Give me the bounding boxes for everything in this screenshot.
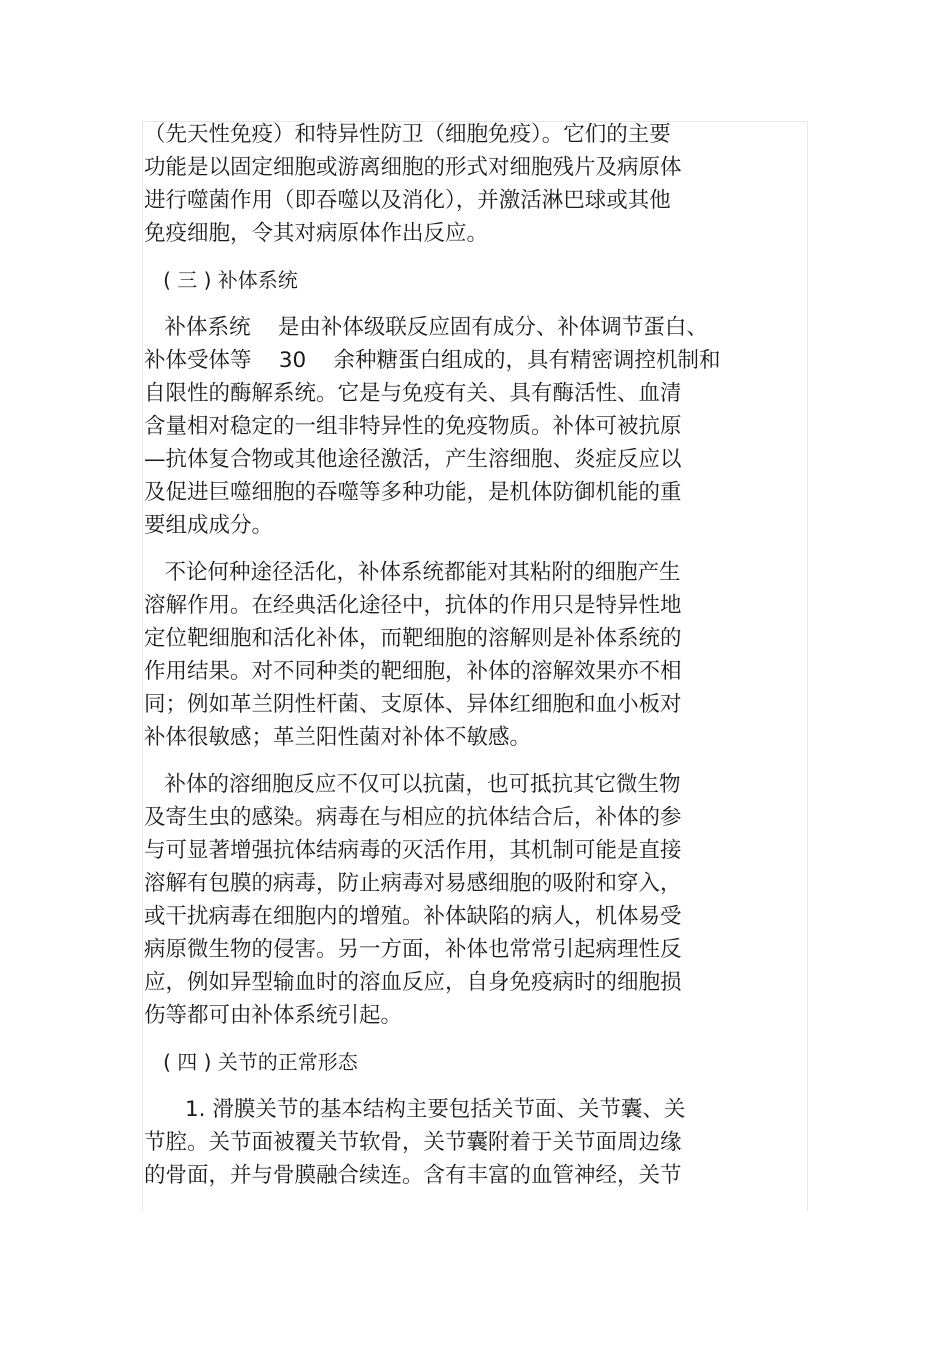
- text-line: 1. 滑膜关节的基本结构主要包括关节面、关节囊、关: [144, 1097, 686, 1122]
- text-line: 应，例如异型输血时的溶血反应，自身免疫病时的细胞损: [144, 970, 682, 995]
- text-line: 节腔。关节面被覆关节软骨，关节囊附着于关节面周边缘: [144, 1130, 682, 1155]
- text-line: 不论何种途径活化，补体系统都能对其粘附的细胞产生: [144, 560, 681, 585]
- paragraph-complement-lysis: [144, 556, 744, 754]
- text-line: 作用结果。对不同种类的靶细胞，补体的溶解效果亦不相: [144, 659, 682, 684]
- text-line: （先天性免疫）和特异性防卫（细胞免疫）。它们的主要: [144, 122, 671, 147]
- text-line: 补体的溶细胞反应不仅可以抗菌，也可抵抗其它微生物: [144, 772, 681, 797]
- paragraph-innate-immunity: [144, 118, 744, 250]
- text-line: 与可显著增强抗体结病毒的灭活作用，其机制可能是直接: [144, 838, 682, 863]
- text-line: 及促进巨噬细胞的吞噬等多种功能，是机体防御机能的重: [144, 480, 682, 505]
- heading-text: ( 四 ) 关节的正常形态: [144, 1050, 358, 1074]
- text-line: 病原微生物的侵害。另一方面，补体也常常引起病理性反: [144, 937, 682, 962]
- text-line: 要组成成分。: [144, 513, 274, 538]
- heading-text: ( 三 ) 补体系统: [144, 268, 298, 292]
- text-line: 定位靶细胞和活化补体，而靶细胞的溶解则是补体系统的: [144, 626, 682, 651]
- text-line: 补体很敏感；革兰阳性菌对补体不敏感。: [144, 725, 532, 750]
- text-line: 的骨面，并与骨膜融合续连。含有丰富的血管神经，关节: [144, 1163, 682, 1188]
- text-line: 功能是以固定细胞或游离细胞的形式对细胞残片及病原体: [144, 155, 682, 180]
- paragraph-synovial-joint: [144, 1093, 744, 1192]
- text-line: —抗体复合物或其他途径激活，产生溶细胞、炎症反应以: [144, 447, 682, 472]
- text-line: 同；例如革兰阴性杆菌、支原体、异体红细胞和血小板对: [144, 692, 682, 717]
- document-body: [144, 118, 744, 1192]
- text-line: 或干扰病毒在细胞内的增殖。补体缺陷的病人，机体易受: [144, 904, 682, 929]
- text-line: 溶解作用。在经典活化途径中，抗体的作用只是特异性地: [144, 593, 682, 618]
- text-line: 进行噬菌作用（即吞噬以及消化），并激活淋巴球或其他: [144, 188, 671, 213]
- text-line: 及寄生虫的感染。病毒在与相应的抗体结合后，补体的参: [144, 805, 682, 830]
- section-heading-complement: [144, 264, 744, 297]
- text-line: 溶解有包膜的病毒，防止病毒对易感细胞的吸附和穿入，: [144, 871, 682, 896]
- section-heading-joint: [144, 1046, 744, 1079]
- text-line: 免疫细胞，令其对病原体作出反应。: [144, 221, 489, 246]
- text-line: 含量相对稳定的一组非特异性的免疫物质。补体可被抗原: [144, 414, 682, 439]
- text-line: 伤等都可由补体系统引起。: [144, 1003, 403, 1028]
- paragraph-complement-antiviral: [144, 768, 744, 1032]
- text-line: 补体系统 是由补体级联反应固有成分、补体调节蛋白、: [144, 315, 708, 340]
- text-line: 自限性的酶解系统。它是与免疫有关、具有酶活性、血清: [144, 381, 682, 406]
- text-line: 补体受体等 30 余种糖蛋白组成的，具有精密调控机制和: [144, 348, 721, 373]
- paragraph-complement-definition: [144, 311, 744, 542]
